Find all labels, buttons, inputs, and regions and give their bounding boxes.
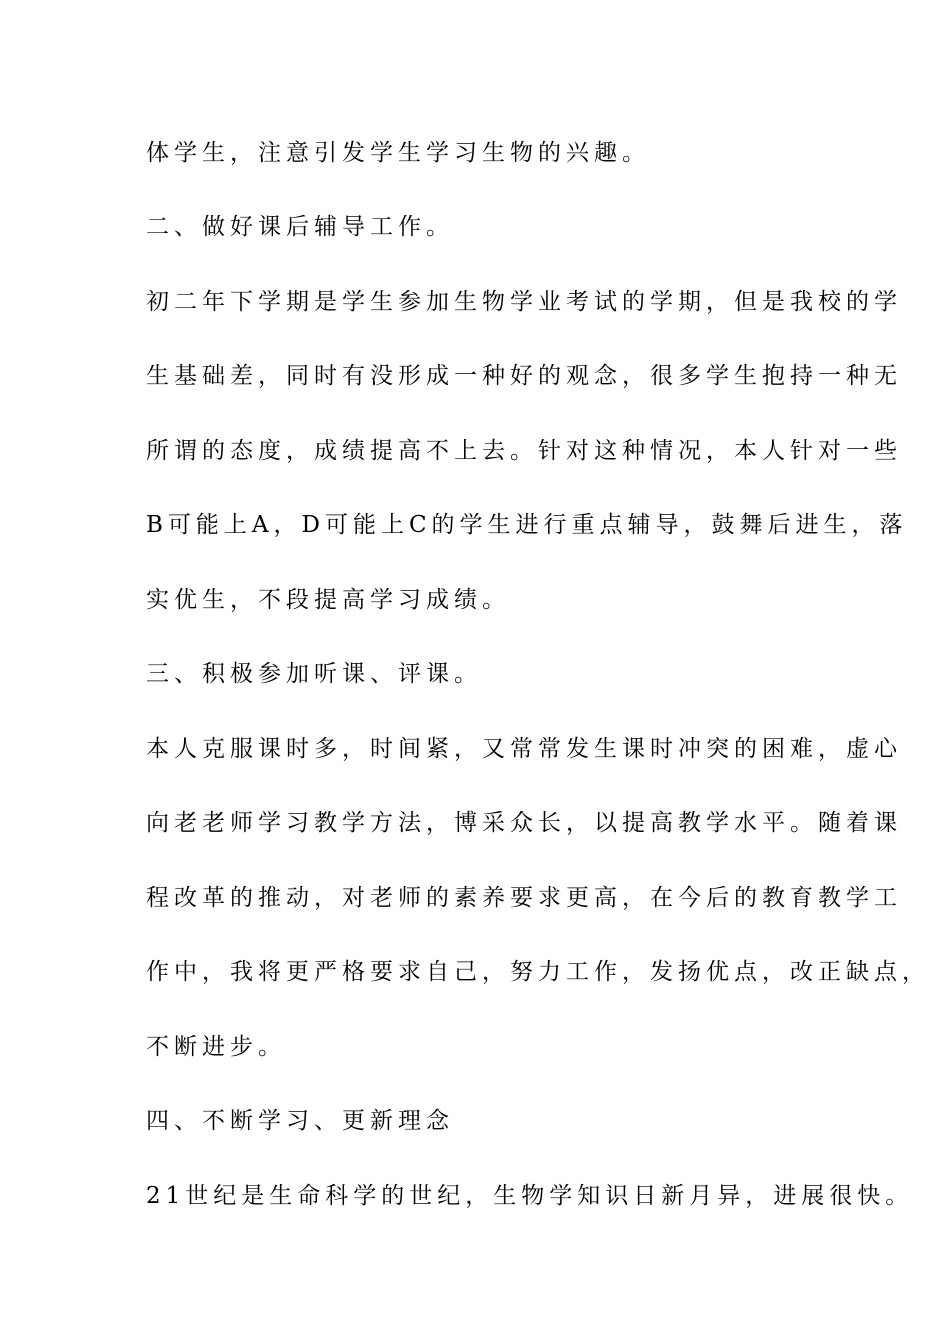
paragraph-line-3: 初二年下学期是学生参加生物学业考试的学期，但是我校的学: [146, 289, 902, 315]
paragraph-line-15: 21世纪是生命科学的世纪，生物学知识日新月异，进展很快。: [146, 1183, 914, 1209]
paragraph-line-13: 不断进步。: [146, 1034, 286, 1060]
section-heading-4: 四、不断学习、更新理念: [146, 1108, 454, 1134]
paragraph-line-6: B可能上A，D可能上C的学生进行重点辅导，鼓舞后进生，落: [146, 512, 908, 538]
section-heading-3: 三、积极参加听课、评课。: [146, 661, 482, 687]
paragraph-line-10: 向老老师学习教学方法，博采众长，以提高教学水平。随着课: [146, 810, 902, 836]
paragraph-line-1: 体学生，注意引发学生学习生物的兴趣。: [146, 140, 650, 166]
paragraph-line-7: 实优生，不段提高学习成绩。: [146, 587, 510, 613]
paragraph-line-9: 本人克服课时多，时间紧，又常常发生课时冲突的困难，虚心: [146, 736, 902, 762]
paragraph-line-11: 程改革的推动，对老师的素养要求更高，在今后的教育教学工: [146, 885, 902, 911]
section-heading-2: 二、做好课后辅导工作。: [146, 214, 454, 240]
paragraph-line-5: 所谓的态度，成绩提高不上去。针对这种情况，本人针对一些: [146, 438, 902, 464]
paragraph-line-12: 作中，我将更严格要求自己，努力工作，发扬优点，改正缺点，: [146, 959, 930, 985]
paragraph-line-4: 生基础差，同时有没形成一种好的观念，很多学生抱持一种无: [146, 363, 902, 389]
